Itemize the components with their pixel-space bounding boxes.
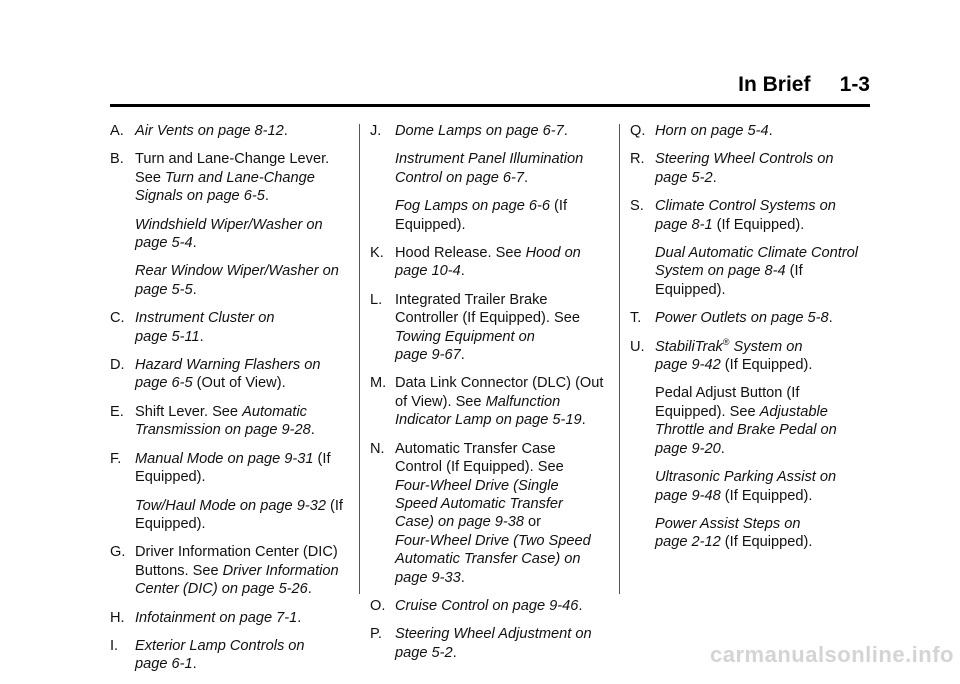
entry-text: . bbox=[768, 123, 773, 139]
entry-text: . bbox=[264, 188, 269, 205]
column-3 bbox=[630, 122, 870, 562]
entry-text: (If Equipped). bbox=[720, 357, 813, 374]
page-reference-link[interactable]: Driver Information Center (DIC) on page 5-26 bbox=[135, 562, 339, 598]
entry-letter: A. bbox=[110, 123, 124, 139]
page-reference-link[interactable]: Turn and Lane-Change Signals on page 6-5 bbox=[135, 169, 315, 205]
entry-text: . bbox=[297, 609, 302, 626]
page-reference-link[interactable]: Cruise Control on page 9-46 bbox=[395, 597, 579, 614]
entry-text: . bbox=[578, 597, 583, 614]
page-reference-link[interactable]: Hood on page 10-4 bbox=[395, 245, 581, 280]
page-title: In Brief 1-3 bbox=[738, 73, 870, 96]
entry-text: (If Equipped). bbox=[395, 198, 567, 233]
legend-entry bbox=[370, 291, 610, 365]
entry-letter: P. bbox=[370, 626, 382, 643]
legend-sub-entry bbox=[630, 384, 870, 458]
entry-text: . bbox=[720, 440, 725, 457]
legend-entry bbox=[110, 450, 350, 487]
legend-sub-entry bbox=[110, 262, 350, 299]
entry-text: . bbox=[307, 581, 312, 598]
legend-sub-entry bbox=[630, 515, 870, 552]
legend-sub-entry bbox=[370, 150, 610, 187]
legend-entry bbox=[110, 403, 350, 440]
legend-entry bbox=[630, 197, 870, 234]
entry-letter: G. bbox=[110, 544, 126, 561]
entry-letter: S. bbox=[630, 198, 644, 215]
page-reference-link[interactable]: Malfunction Indicator Lamp on page 5-19 bbox=[395, 393, 582, 429]
legend-entry bbox=[630, 309, 870, 327]
page-reference-link[interactable]: Four-Wheel Drive (Single Speed Automatic Transfer Case) on page 9-38 bbox=[395, 477, 563, 531]
entry-letter: C. bbox=[110, 310, 125, 327]
page-reference-link[interactable]: Ultrasonic Parking Assist on page 9-48 bbox=[655, 469, 837, 504]
page-reference-link[interactable]: System on page 9-42 bbox=[655, 338, 803, 374]
entry-letter: E. bbox=[110, 403, 124, 420]
page-reference-link[interactable]: Dual Automatic Climate Control System on page 8-4 bbox=[655, 245, 859, 280]
entry-letter: H. bbox=[110, 609, 125, 626]
entry-text: (If Equipped). bbox=[712, 216, 805, 233]
entry-text: . bbox=[460, 347, 465, 364]
column-divider bbox=[359, 124, 360, 594]
legend-entry bbox=[110, 356, 350, 393]
legend-entry bbox=[630, 122, 870, 140]
entry-letter: Q. bbox=[630, 123, 646, 139]
entry-text: (If Equipped). bbox=[135, 450, 331, 486]
page-reference-link[interactable]: Fog Lamps on page 6-6 bbox=[395, 198, 550, 215]
page-reference-link[interactable]: Steering Wheel Controls on page 5-2 bbox=[655, 151, 834, 186]
entry-letter: D. bbox=[110, 357, 125, 374]
entry-text: (If Equipped). bbox=[720, 487, 813, 504]
legend-entry bbox=[630, 150, 870, 187]
entry-text: . bbox=[192, 235, 197, 252]
entry-text: ® bbox=[722, 336, 730, 347]
legend-sub-entry bbox=[110, 216, 350, 253]
entry-letter: J. bbox=[370, 123, 382, 139]
legend-entry bbox=[630, 338, 870, 375]
entry-text: . bbox=[283, 123, 288, 139]
page-reference-link[interactable]: Towing Equipment on page 9-67 bbox=[395, 328, 535, 364]
page-header bbox=[110, 72, 870, 107]
legend-entry bbox=[110, 122, 350, 140]
entry-text: . bbox=[460, 569, 465, 586]
entry-text: . bbox=[310, 422, 315, 439]
legend-sub-entry bbox=[110, 497, 350, 534]
legend-sub-entry bbox=[370, 197, 610, 234]
entry-text: . bbox=[199, 328, 204, 345]
entry-text: . bbox=[524, 169, 529, 186]
entry-text: Automatic Transfer Case Control (If Equipped). See bbox=[395, 440, 564, 476]
legend-entry bbox=[370, 244, 610, 281]
page-reference-link[interactable]: Instrument Panel Illumination Control on page 6-7 bbox=[395, 151, 584, 186]
column-divider bbox=[619, 124, 620, 594]
page-reference-link[interactable]: StabiliTrak bbox=[655, 338, 723, 355]
page-reference-link[interactable]: Power Outlets on page 5-8 bbox=[655, 310, 829, 327]
entry-letter: K. bbox=[370, 245, 384, 262]
entry-text: . bbox=[563, 123, 568, 139]
entry-letter: B. bbox=[110, 151, 124, 168]
entry-text: . bbox=[828, 310, 833, 327]
entry-text: (If Equipped). bbox=[135, 497, 343, 532]
entry-text: (If Equipped). bbox=[655, 263, 803, 298]
legend-entry bbox=[110, 609, 350, 627]
entry-text: . bbox=[581, 412, 586, 429]
legend-entry bbox=[110, 150, 350, 205]
column-1 bbox=[110, 122, 350, 684]
entry-letter: I. bbox=[110, 637, 119, 654]
entry-text: . bbox=[712, 169, 717, 186]
legend-sub-entry bbox=[630, 468, 870, 505]
page-reference-link[interactable]: Tow/Haul Mode on page 9-32 bbox=[135, 497, 326, 514]
legend-entry bbox=[370, 440, 610, 587]
page-reference-link[interactable]: Steering Wheel Adjustment on page 5-2 bbox=[395, 626, 592, 661]
entry-text: . bbox=[192, 281, 197, 298]
legend-entry bbox=[370, 374, 610, 429]
entry-text: . bbox=[460, 263, 465, 280]
legend-sub-entry bbox=[630, 244, 870, 299]
entry-text: . bbox=[452, 644, 457, 661]
page-reference-link[interactable]: Dome Lamps on page 6-7 bbox=[395, 123, 564, 139]
entry-text: Hood Release. See bbox=[395, 245, 526, 262]
entry-text: Integrated Trailer Brake Controller (If Equipped). See bbox=[395, 291, 580, 327]
page-reference-link[interactable]: Air Vents on page 8-12 bbox=[135, 123, 284, 139]
entry-letter: O. bbox=[370, 597, 386, 614]
page-reference-link[interactable]: Power Assist Steps on page 2-12 bbox=[655, 515, 801, 551]
entry-text: (Out of View). bbox=[192, 375, 286, 392]
page-reference-link[interactable]: Adjustable Throttle and Brake Pedal on page 9-20 bbox=[655, 403, 837, 457]
page-reference-link[interactable]: Four-Wheel Drive (Two Speed Automatic Transfer Case) on page 9-33 bbox=[395, 532, 591, 586]
page-reference-link[interactable]: Climate Control Systems on page 8-1 bbox=[655, 198, 836, 233]
legend-entry bbox=[370, 625, 610, 662]
legend-entry bbox=[110, 543, 350, 598]
entry-letter: L. bbox=[370, 291, 383, 308]
page-reference-link[interactable]: Infotainment on page 7-1 bbox=[135, 609, 298, 626]
page-reference-link[interactable]: Exterior Lamp Controls on page 6-1 bbox=[135, 637, 305, 673]
legend-entry bbox=[370, 122, 610, 140]
column-2 bbox=[370, 122, 610, 672]
entry-text: Shift Lever. See bbox=[135, 403, 243, 420]
page-reference-link[interactable]: Instrument Cluster on page 5-11 bbox=[135, 310, 275, 345]
legend-entry bbox=[110, 309, 350, 346]
page-reference-link[interactable]: Manual Mode on page 9-31 bbox=[135, 450, 314, 467]
legend-entry bbox=[370, 597, 610, 615]
entry-letter: F. bbox=[110, 450, 122, 467]
entry-letter: M. bbox=[370, 375, 387, 392]
entry-letter: R. bbox=[630, 151, 645, 168]
entry-text: Driver Information Center (DIC) Buttons. See bbox=[135, 544, 338, 579]
page-reference-link[interactable]: Hazard Warning Flashers on page 6-5 bbox=[135, 357, 321, 392]
entry-text: (If Equipped). bbox=[720, 534, 813, 551]
entry-text: Turn and Lane-Change Lever. See bbox=[135, 151, 330, 186]
entry-letter: T. bbox=[630, 310, 642, 327]
entry-text: . bbox=[192, 656, 197, 673]
legend-entry bbox=[110, 637, 350, 674]
entry-text: or bbox=[528, 514, 542, 531]
entry-text: Data Link Connector (DLC) (Out of View). See bbox=[395, 375, 604, 410]
watermark: carmanualsonline.info bbox=[710, 642, 954, 667]
entry-text: Pedal Adjust Button (If Equipped). See bbox=[655, 385, 800, 420]
entry-letter: N. bbox=[370, 440, 385, 457]
page-reference-link[interactable]: Rear Window Wiper/Washer on page 5-5 bbox=[135, 263, 339, 298]
page-reference-link[interactable]: Horn on page 5-4 bbox=[655, 123, 769, 139]
page-reference-link[interactable]: Windshield Wiper/Washer on page 5-4 bbox=[135, 216, 323, 252]
entry-letter: U. bbox=[630, 338, 645, 355]
page-reference-link[interactable]: Automatic Transmission on page 9-28 bbox=[135, 403, 311, 439]
